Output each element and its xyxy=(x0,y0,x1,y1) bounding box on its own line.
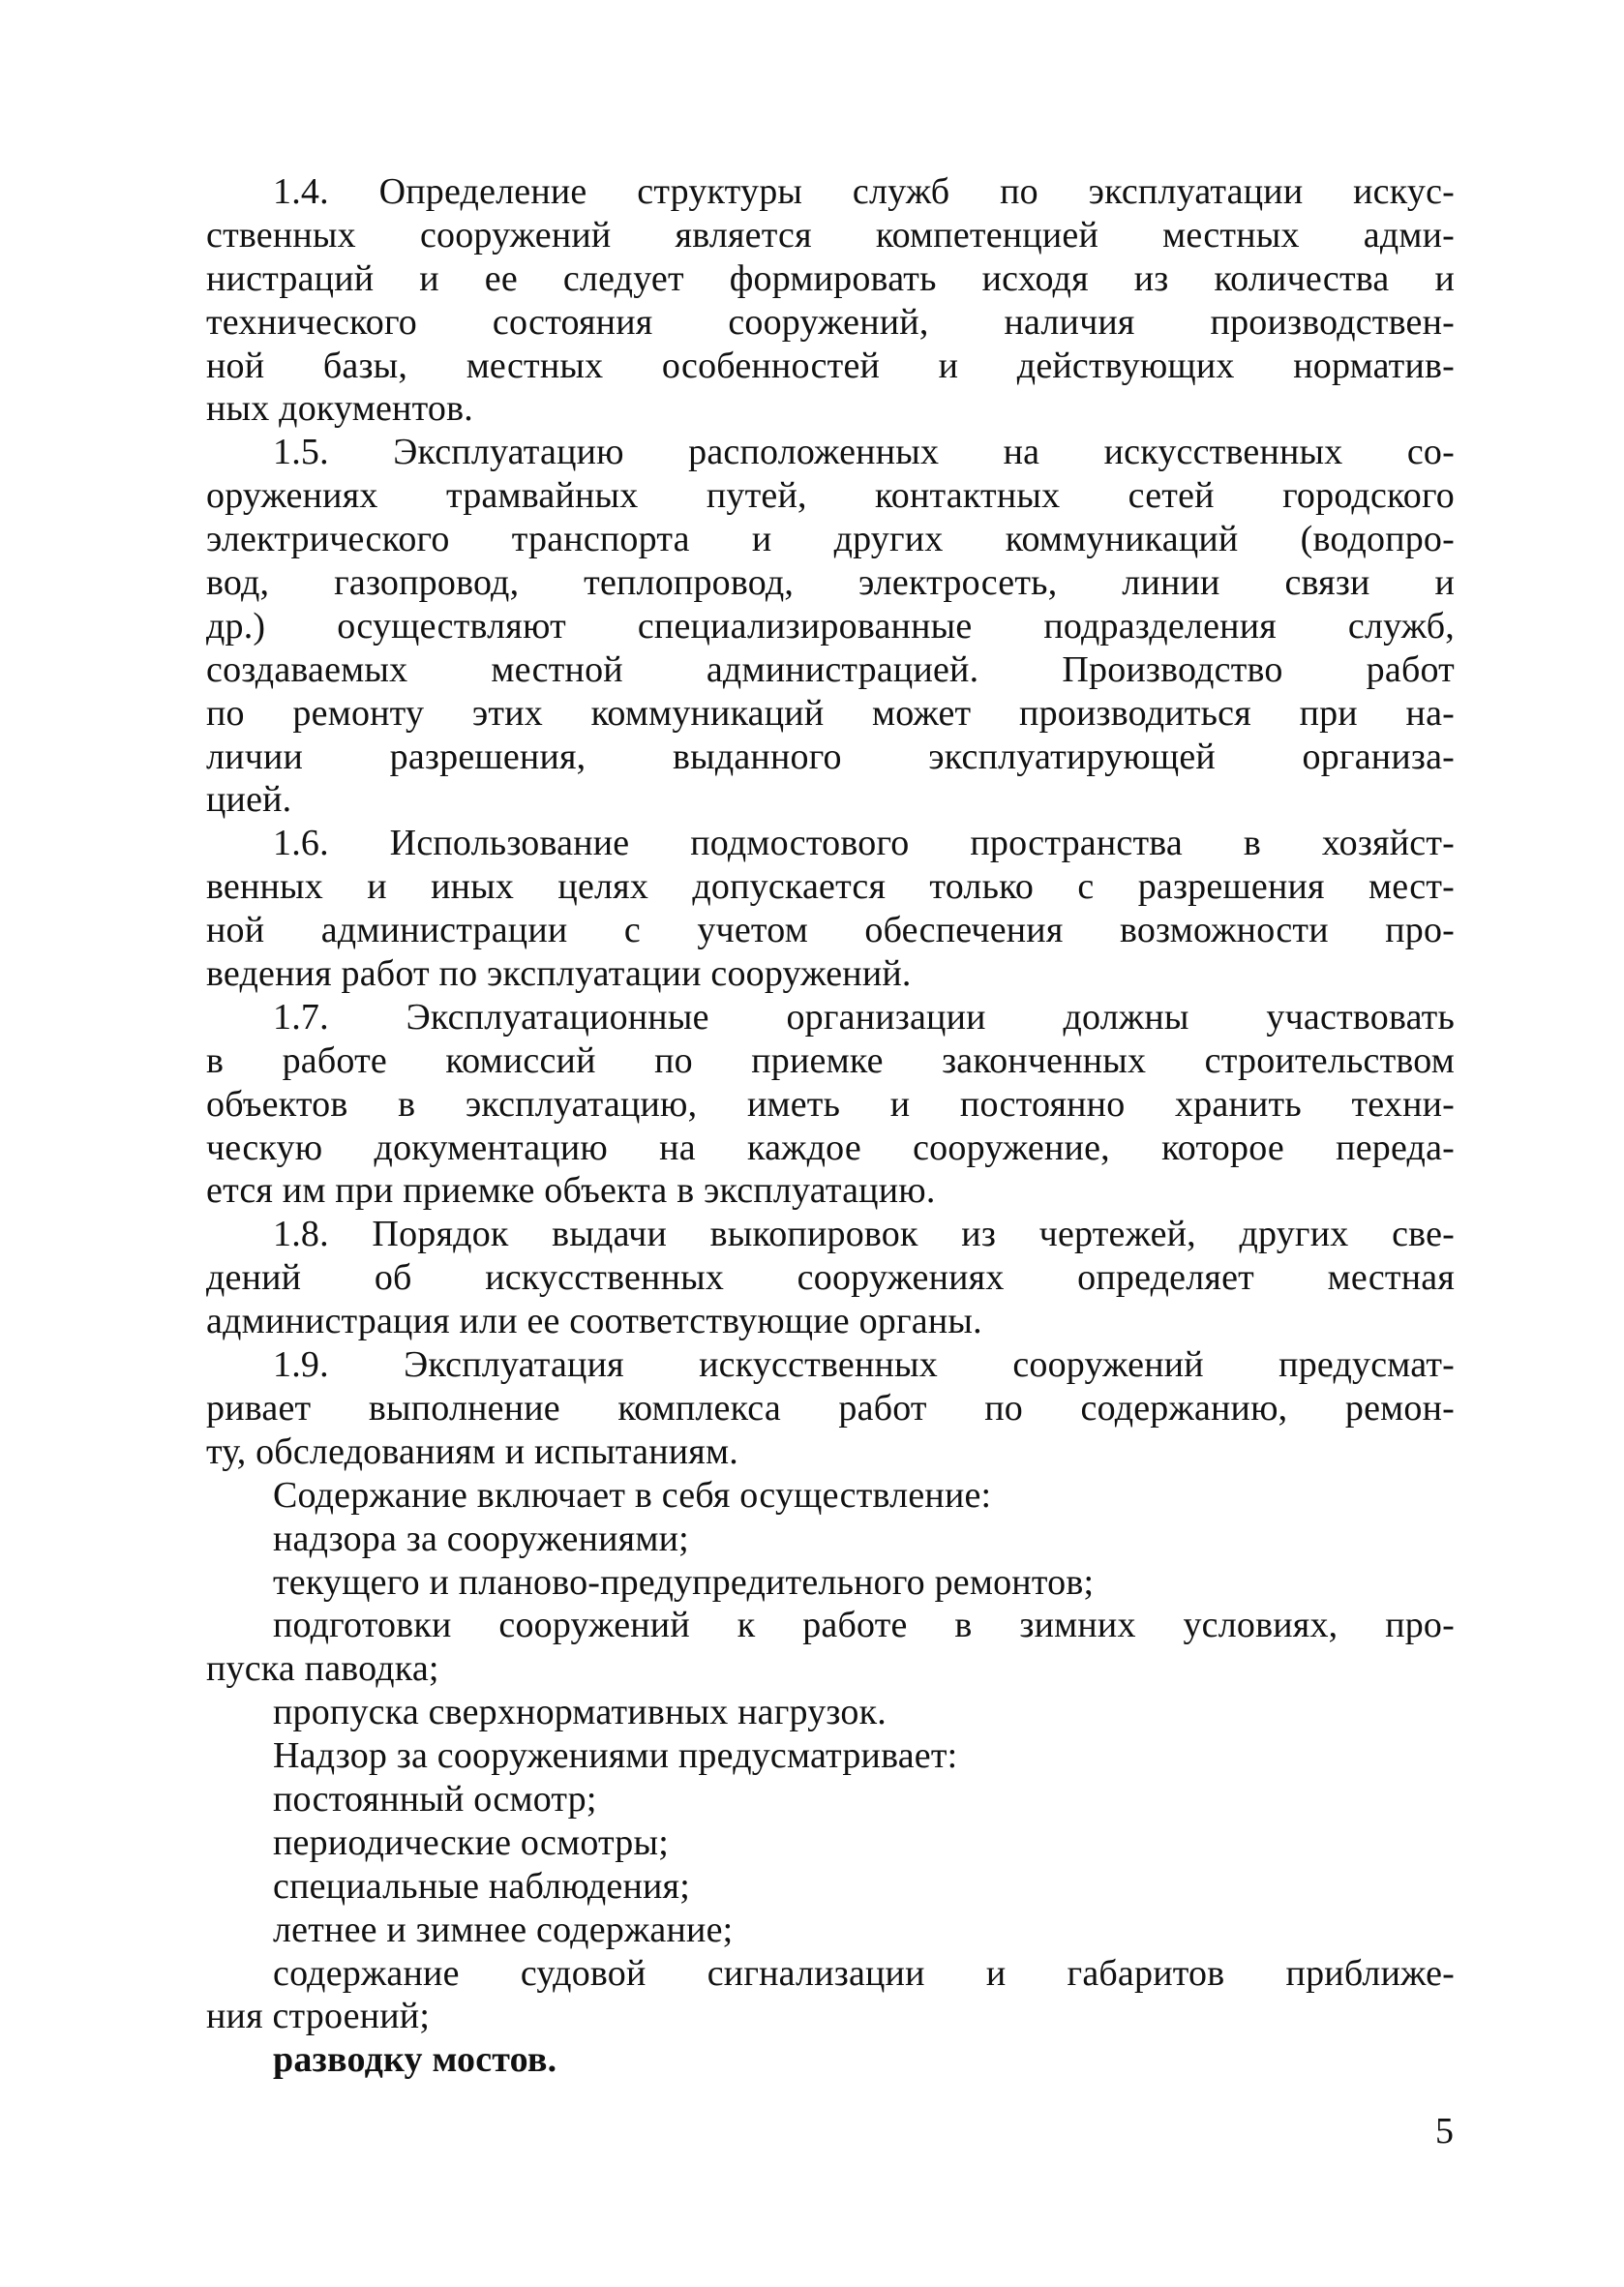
text-line: ной базы, местных особенностей и действующих норматив- xyxy=(206,345,1455,386)
text-line: технического состояния сооружений, наличия производствен- xyxy=(206,301,1455,343)
text-line: дений об искусственных сооружениях определяет местная xyxy=(206,1257,1455,1299)
text-line: ривает выполнение комплекса работ по содержанию, ремон- xyxy=(206,1387,1455,1429)
text-line: подготовки сооружений к работе в зимних условиях, про- xyxy=(273,1605,1455,1646)
text-line: нистраций и ее следует формировать исходя из количества и xyxy=(206,257,1455,299)
text-line: оружениях трамвайных путей, контактных сетей городского xyxy=(206,475,1455,517)
text-line: личии разрешения, выданного эксплуатирующей организа- xyxy=(206,736,1455,777)
text-line: постоянный осмотр; xyxy=(273,1778,597,1820)
text-line: Содержание включает в себя осуществление: xyxy=(273,1474,992,1516)
text-line: ту, обследованиям и испытаниям. xyxy=(206,1430,738,1472)
text-line: др.) осуществляют специализированные подразделения служб, xyxy=(206,605,1455,647)
text-line: текущего и планово-предупредительного ремонтов; xyxy=(273,1561,1095,1603)
text-line: по ремонту этих коммуникаций может производиться при на- xyxy=(206,692,1455,734)
text-line: объектов в эксплуатацию, иметь и постоянно хранить техни- xyxy=(206,1083,1455,1125)
text-line: пропуска сверхнормативных нагрузок. xyxy=(273,1692,887,1733)
text-line: цией. xyxy=(206,779,292,821)
text-line: ведения работ по эксплуатации сооружений. xyxy=(206,953,912,995)
text-line: специальные наблюдения; xyxy=(273,1865,690,1907)
text-line: ческую документацию на каждое сооружение, которое переда- xyxy=(206,1127,1455,1168)
text-line: 1.4. Определение структуры служб по эксплуатации искус- xyxy=(273,171,1455,212)
text-line: венных и иных целях допускается только с разрешения мест- xyxy=(206,866,1455,908)
text-line: 1.7. Эксплуатационные организации должны участвовать xyxy=(273,996,1455,1038)
text-line: создаваемых местной администрацией. Производство работ xyxy=(206,648,1455,690)
text-line: 1.5. Эксплуатацию расположенных на искусственных со- xyxy=(273,432,1455,473)
text-line: ных документов. xyxy=(206,388,473,430)
text-line: ной администрации с учетом обеспечения возможности про- xyxy=(206,910,1455,951)
text-line: надзора за сооружениями; xyxy=(273,1518,689,1559)
document-body xyxy=(206,170,1455,2082)
text-line: ственных сооружений является компетенцией местных адми- xyxy=(206,214,1455,256)
text-line: 1.9. Эксплуатация искусственных сооружений предусмат- xyxy=(273,1344,1455,1386)
page-number: 5 xyxy=(1435,2111,1454,2152)
text-line: разводку мостов. xyxy=(273,2039,557,2081)
text-line: 1.6. Использование подмостового пространства в хозяйст- xyxy=(273,823,1455,864)
text-line: ния строений; xyxy=(206,1996,431,2037)
text-line: администрация или ее соответствующие органы. xyxy=(206,1301,982,1342)
text-line: 1.8. Порядок выдачи выкопировок из чертежей, других све- xyxy=(273,1214,1455,1255)
text-line: электрического транспорта и других коммуникаций (водопро- xyxy=(206,519,1455,560)
text-line: Надзор за сооружениями предусматривает: xyxy=(273,1735,958,1777)
text-line: летнее и зимнее содержание; xyxy=(273,1909,734,1950)
text-line: вод, газопровод, теплопровод, электросеть, линии связи и xyxy=(206,562,1455,604)
text-line: пуска паводка; xyxy=(206,1648,439,1690)
text-line: содержание судовой сигнализации и габаритов приближе- xyxy=(273,1952,1455,1994)
text-line: ется им при приемке объекта в эксплуатацию. xyxy=(206,1170,936,1212)
text-line: периодические осмотры; xyxy=(273,1821,669,1863)
text-line: в работе комиссий по приемке законченных строительством xyxy=(206,1039,1455,1081)
